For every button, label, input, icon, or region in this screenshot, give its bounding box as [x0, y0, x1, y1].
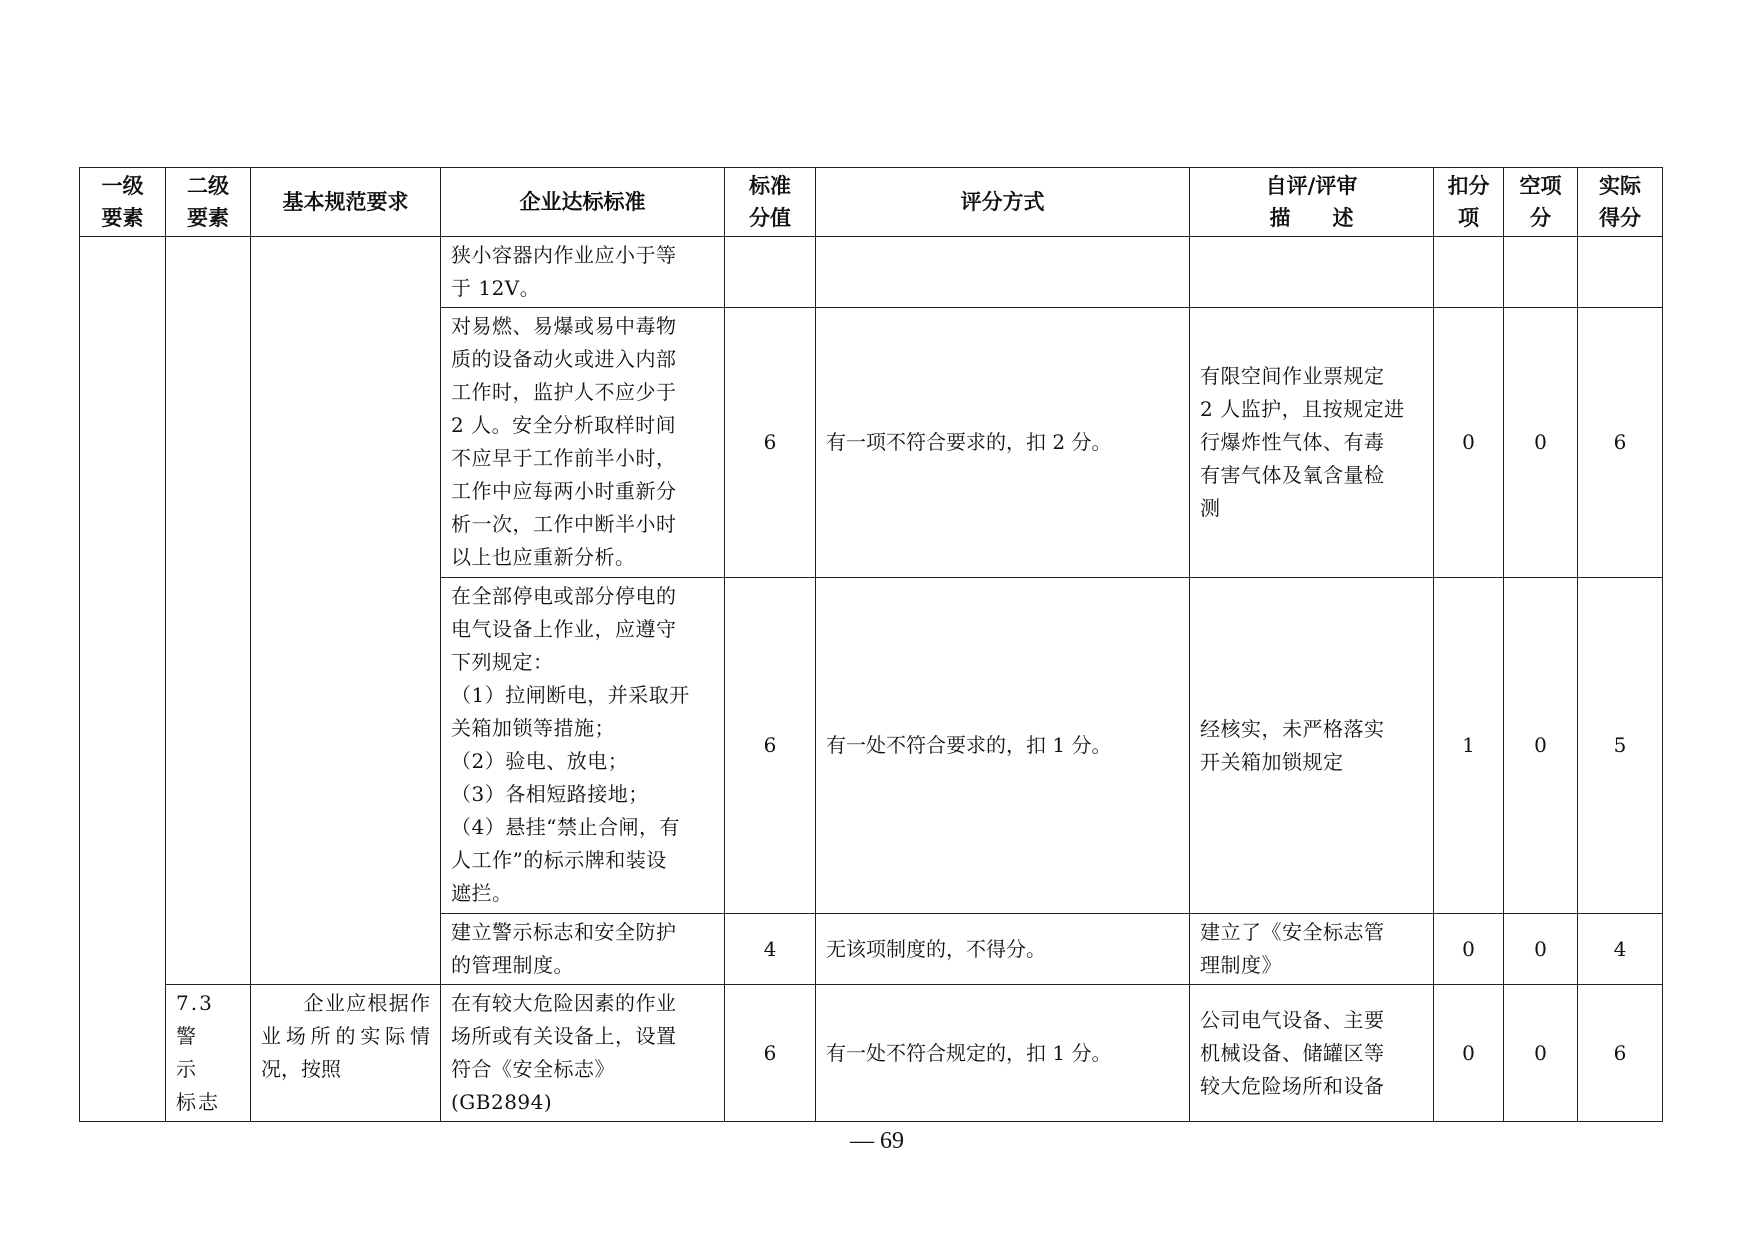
table-row	[80, 985, 1663, 1122]
standard-cell: 在有较大危险因素的作业 场所或有关设备上，设置 符合《安全标志》(GB2894)	[441, 985, 725, 1122]
description-cell: 有限空间作业票规定 2 人监护，且按规定进 行爆炸性气体、有毒 有害气体及氧含量检 测	[1190, 308, 1434, 578]
basic-requirement-cell	[251, 237, 441, 985]
score-cell: 4	[725, 914, 816, 985]
score-cell	[725, 237, 816, 308]
level1-element-cell	[80, 237, 166, 1122]
description-cell: 经核实，未严格落实 开关箱加锁规定	[1190, 578, 1434, 914]
header-self-evaluation-description: 自评/评审 描 述	[1190, 168, 1434, 237]
header-level1-element: 一级 要素	[80, 168, 166, 237]
header-enterprise-standard: 企业达标标准	[441, 168, 725, 237]
standard-cell: 狭小容器内作业应小于等 于 12V。	[441, 237, 725, 308]
method-cell: 无该项制度的，不得分。	[816, 914, 1190, 985]
actual-score-cell: 4	[1578, 914, 1663, 985]
empty-score-cell: 0	[1504, 914, 1578, 985]
empty-score-cell	[1504, 237, 1578, 308]
deduction-cell	[1434, 237, 1504, 308]
empty-score-cell: 0	[1504, 578, 1578, 914]
actual-score-cell	[1578, 237, 1663, 308]
deduction-cell: 0	[1434, 914, 1504, 985]
score-cell: 6	[725, 985, 816, 1122]
actual-score-cell: 5	[1578, 578, 1663, 914]
standard-cell: 对易燃、易爆或易中毒物 质的设备动火或进入内部 工作时，监护人不应少于 2 人。安全分析取样时间 不应早于工作前半小时， 工作中应每两小时重新分 析一次，工作中断半小时 以上也应重新分析。	[441, 308, 725, 578]
header-basic-requirements: 基本规范要求	[251, 168, 441, 237]
method-cell	[816, 237, 1190, 308]
method-cell: 有一项不符合要求的，扣 2 分。	[816, 308, 1190, 578]
header-scoring-method: 评分方式	[816, 168, 1190, 237]
deduction-cell: 0	[1434, 308, 1504, 578]
description-cell: 建立了《安全标志管 理制度》	[1190, 914, 1434, 985]
method-cell: 有一处不符合要求的，扣 1 分。	[816, 578, 1190, 914]
description-cell	[1190, 237, 1434, 308]
scoring-table	[79, 167, 1663, 1122]
actual-score-cell: 6	[1578, 985, 1663, 1122]
empty-score-cell: 0	[1504, 308, 1578, 578]
level2-element-label: 7.3 警 示 标志	[166, 985, 251, 1122]
header-actual-score: 实际 得分	[1578, 168, 1663, 237]
standard-cell: 在全部停电或部分停电的 电气设备上作业，应遵守 下列规定： （1）拉闸断电，并采取开 关箱加锁等措施； （2）验电、放电； （3）各相短路接地； （4）悬挂“禁止合闸，有 人工作”的标示牌和装设 遮拦。	[441, 578, 725, 914]
actual-score-cell: 6	[1578, 308, 1663, 578]
header-deduction: 扣分 项	[1434, 168, 1504, 237]
header-row	[80, 168, 1663, 237]
header-standard-score: 标准 分值	[725, 168, 816, 237]
header-empty-item-score: 空项 分	[1504, 168, 1578, 237]
level2-element-cell	[166, 237, 251, 985]
description-cell: 公司电气设备、主要 机械设备、储罐区等 较大危险场所和设备	[1190, 985, 1434, 1122]
table-row	[80, 237, 1663, 308]
deduction-cell: 0	[1434, 985, 1504, 1122]
score-cell: 6	[725, 308, 816, 578]
standard-cell: 建立警示标志和安全防护 的管理制度。	[441, 914, 725, 985]
page-number: — 69	[850, 1128, 904, 1154]
empty-score-cell: 0	[1504, 985, 1578, 1122]
basic-requirement-text: 企业应根据作业场所的实际情况，按照	[251, 985, 441, 1122]
deduction-cell: 1	[1434, 578, 1504, 914]
method-cell: 有一处不符合规定的，扣 1 分。	[816, 985, 1190, 1122]
score-cell: 6	[725, 578, 816, 914]
header-level2-element: 二级 要素	[166, 168, 251, 237]
